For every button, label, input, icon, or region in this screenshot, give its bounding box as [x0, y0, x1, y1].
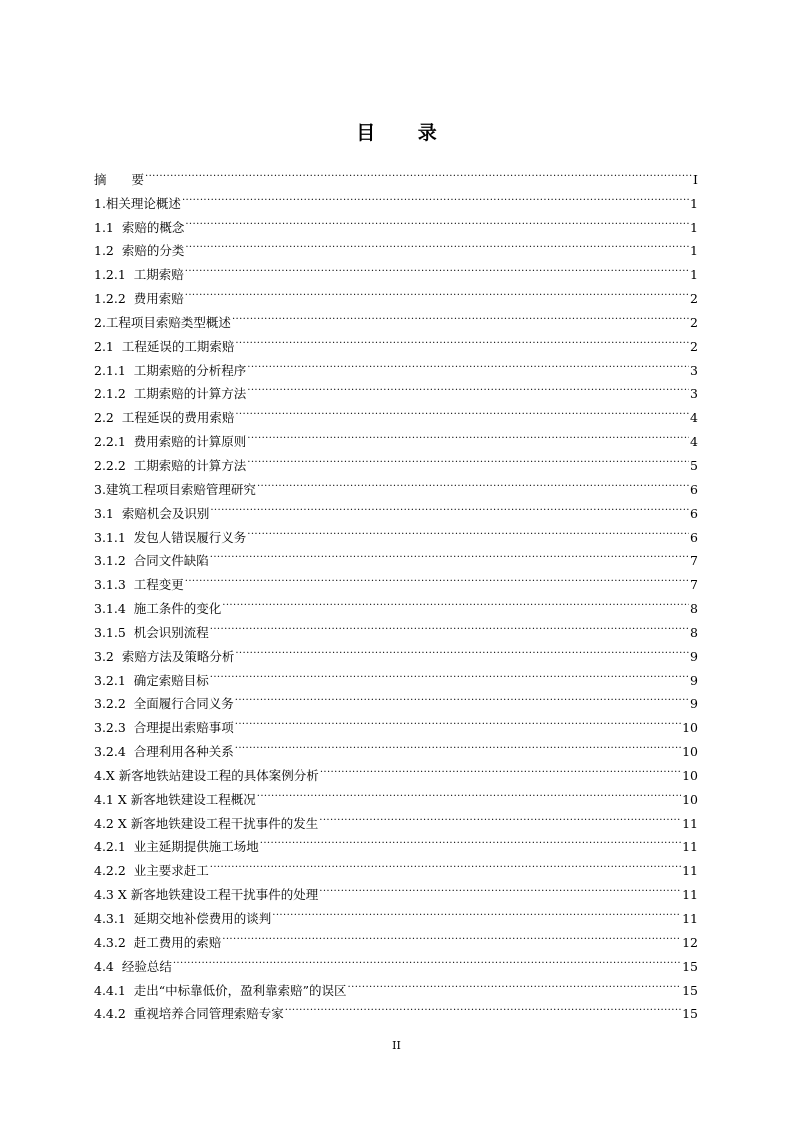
toc-entry-page: 11: [682, 839, 698, 855]
toc-entry-page: 7: [690, 577, 698, 593]
toc-entry-page: 9: [690, 648, 698, 664]
toc-entry-label: 3.1.1 发包人错误履行义务: [94, 529, 247, 545]
toc-dot-leader: [182, 184, 689, 208]
toc-entry[interactable]: [94, 279, 698, 307]
toc-entry-page: 3: [690, 386, 698, 402]
toc-entry-label: 4.X 新客地铁站建设工程的具体案例分析: [94, 767, 319, 783]
toc-dot-leader: [285, 995, 681, 1019]
toc-entry-page: 3: [690, 362, 698, 378]
toc-entry-page: 9: [690, 696, 698, 712]
toc-entry-label: 2.2 工程延误的费用索赔: [94, 410, 235, 426]
toc-entry-label: 4.2.2 业主要求赶工: [94, 863, 209, 879]
toc-entry-page: 8: [690, 624, 698, 640]
toc-dot-leader: [235, 708, 681, 732]
toc-dot-leader: [320, 756, 681, 780]
toc-entry-page: 10: [682, 744, 698, 760]
toc-dot-leader: [272, 899, 681, 923]
toc-entry-page: 4: [690, 434, 698, 450]
toc-entry-label: 1.2 索赔的分类: [94, 243, 185, 259]
toc-entry[interactable]: [94, 947, 698, 974]
toc-dot-leader: [210, 613, 689, 637]
toc-entry[interactable]: [94, 303, 698, 330]
toc-entry-label: 3.2.2 全面履行合同义务: [94, 696, 234, 712]
toc-dot-leader: [210, 851, 681, 875]
toc-dot-leader: [348, 971, 682, 995]
toc-entry-label: 2.2.2 工期索赔的计算方法: [94, 457, 247, 473]
toc-dot-leader: [232, 303, 689, 327]
toc-entry-label: 1.相关理论概述: [94, 195, 181, 211]
toc-entry[interactable]: [94, 208, 698, 235]
page-title: 目 录: [356, 122, 455, 144]
toc-entry-page: 1: [690, 267, 698, 283]
toc-entry-page: 2: [690, 291, 698, 307]
table-of-contents: [94, 160, 698, 1022]
toc-entry-label: 2.2.1 费用索赔的计算原则: [94, 434, 247, 450]
toc-entry-page: 15: [682, 1006, 698, 1022]
toc-dot-leader: [145, 160, 692, 184]
toc-entry-page: I: [693, 171, 698, 187]
toc-entry-page: 2: [690, 314, 698, 330]
toc-dot-leader: [235, 732, 681, 756]
toc-entry[interactable]: [94, 589, 698, 617]
toc-entry-page: 4: [690, 410, 698, 426]
toc-entry-page: 1: [690, 243, 698, 259]
toc-dot-leader: [185, 232, 689, 256]
toc-dot-leader: [319, 804, 681, 828]
toc-entry-page: 8: [690, 601, 698, 617]
toc-entry-page: 10: [682, 791, 698, 807]
toc-entry-page: 2: [690, 338, 698, 354]
toc-entry-page: 5: [690, 457, 698, 473]
toc-entry-page: 15: [682, 958, 698, 974]
toc-entry-page: 11: [682, 911, 698, 926]
toc-entry-page: 6: [690, 505, 698, 521]
toc-dot-leader: [247, 422, 689, 446]
toc-dot-leader: [235, 685, 689, 709]
toc-entry-page: 15: [682, 982, 698, 998]
toc-dot-leader: [210, 494, 689, 518]
toc-dot-leader: [185, 255, 689, 279]
toc-entry-label: 4.3.2 赶工费用的索赔: [94, 934, 222, 950]
toc-entry-label: 4.3.1 延期交地补偿费用的谈判: [94, 911, 272, 926]
toc-entry-page: 11: [682, 863, 698, 879]
toc-entry-label: 1.2.2 费用索赔: [94, 291, 184, 307]
toc-entry-page: 10: [682, 767, 698, 783]
toc-dot-leader: [247, 446, 689, 470]
toc-entry[interactable]: [94, 160, 698, 187]
toc-entry[interactable]: [94, 232, 698, 259]
toc-entry-page: 1: [690, 219, 698, 235]
toc-entry-label: 3.1.4 施工条件的变化: [94, 601, 222, 617]
toc-entry-label: 4.1 X 新客地铁建设工程概况: [94, 791, 256, 807]
toc-dot-leader: [235, 398, 689, 422]
page-number: II: [392, 1039, 401, 1052]
toc-entry-page: 1: [690, 195, 698, 211]
toc-dot-leader: [257, 470, 689, 494]
toc-entry-label: 3.1 索赔机会及识别: [94, 505, 210, 521]
toc-entry-label: 2.1.2 工期索赔的计算方法: [94, 386, 247, 402]
toc-dot-leader: [247, 375, 689, 399]
toc-entry-page: 10: [682, 720, 698, 736]
toc-dot-leader: [235, 327, 689, 351]
toc-dot-leader: [185, 208, 689, 232]
toc-dot-leader: [257, 780, 681, 804]
toc-dot-leader: [173, 947, 681, 971]
toc-dot-leader: [247, 351, 689, 375]
toc-entry-label: 4.4.2 重视培养合同管理索赔专家: [94, 1006, 284, 1022]
toc-dot-leader: [260, 828, 681, 852]
toc-entry-label: 3.1.2 合同文件缺陷: [94, 553, 209, 569]
toc-entry-label: 2.工程项目索赔类型概述: [94, 314, 231, 330]
toc-entry-page: 9: [690, 672, 698, 688]
toc-dot-leader: [210, 661, 689, 685]
toc-entry[interactable]: [94, 971, 698, 998]
toc-entry-label: 3.1.3 工程变更: [94, 577, 184, 593]
toc-dot-leader: [210, 542, 689, 566]
toc-entry-label: 2.1.1 工期索赔的分析程序: [94, 362, 247, 378]
toc-entry[interactable]: [94, 565, 698, 593]
toc-entry-label: 3.2.1 确定索赔目标: [94, 672, 209, 688]
toc-entry-page: 6: [690, 481, 698, 497]
toc-entry-label: 3.建筑工程项目索赔管理研究: [94, 481, 256, 497]
toc-entry-label: 4.4 经验总结: [94, 958, 172, 974]
toc-entry-label: 摘 要: [94, 171, 145, 187]
toc-dot-leader: [185, 279, 689, 303]
toc-entry-label: 4.2.1 业主延期提供施工场地: [94, 839, 259, 855]
toc-entry[interactable]: [94, 255, 698, 283]
toc-entry-label: 3.2.4 合理利用各种关系: [94, 744, 234, 760]
toc-entry-label: 3.1.5 机会识别流程: [94, 624, 209, 640]
toc-entry-page: 11: [682, 887, 698, 903]
toc-entry-label: 4.2 X 新客地铁建设工程干扰事件的发生: [94, 815, 319, 831]
toc-dot-leader: [319, 875, 681, 899]
toc-entry-label: 3.2 索赔方法及策略分析: [94, 648, 235, 664]
toc-entry-page: 11: [682, 815, 698, 831]
toc-entry-page: 12: [682, 934, 698, 950]
toc-entry-label: 1.2.1 工期索赔: [94, 267, 184, 283]
toc-dot-leader: [222, 589, 689, 613]
toc-dot-leader: [185, 565, 689, 589]
toc-entry-label: 4.4.1 走出“中标靠低价，盈利靠索赔”的误区: [94, 982, 347, 998]
toc-dot-leader: [222, 923, 681, 947]
toc-dot-leader: [247, 518, 689, 542]
toc-entry-label: 3.2.3 合理提出索赔事项: [94, 720, 234, 736]
toc-entry-page: 7: [690, 553, 698, 569]
toc-entry-label: 1.1 索赔的概念: [94, 219, 185, 235]
toc-entry-label: 2.1 工程延误的工期索赔: [94, 338, 235, 354]
toc-dot-leader: [235, 637, 689, 661]
toc-entry[interactable]: [94, 184, 698, 211]
toc-entry-label: 4.3 X 新客地铁建设工程干扰事件的处理: [94, 887, 319, 903]
toc-entry-page: 6: [690, 529, 698, 545]
